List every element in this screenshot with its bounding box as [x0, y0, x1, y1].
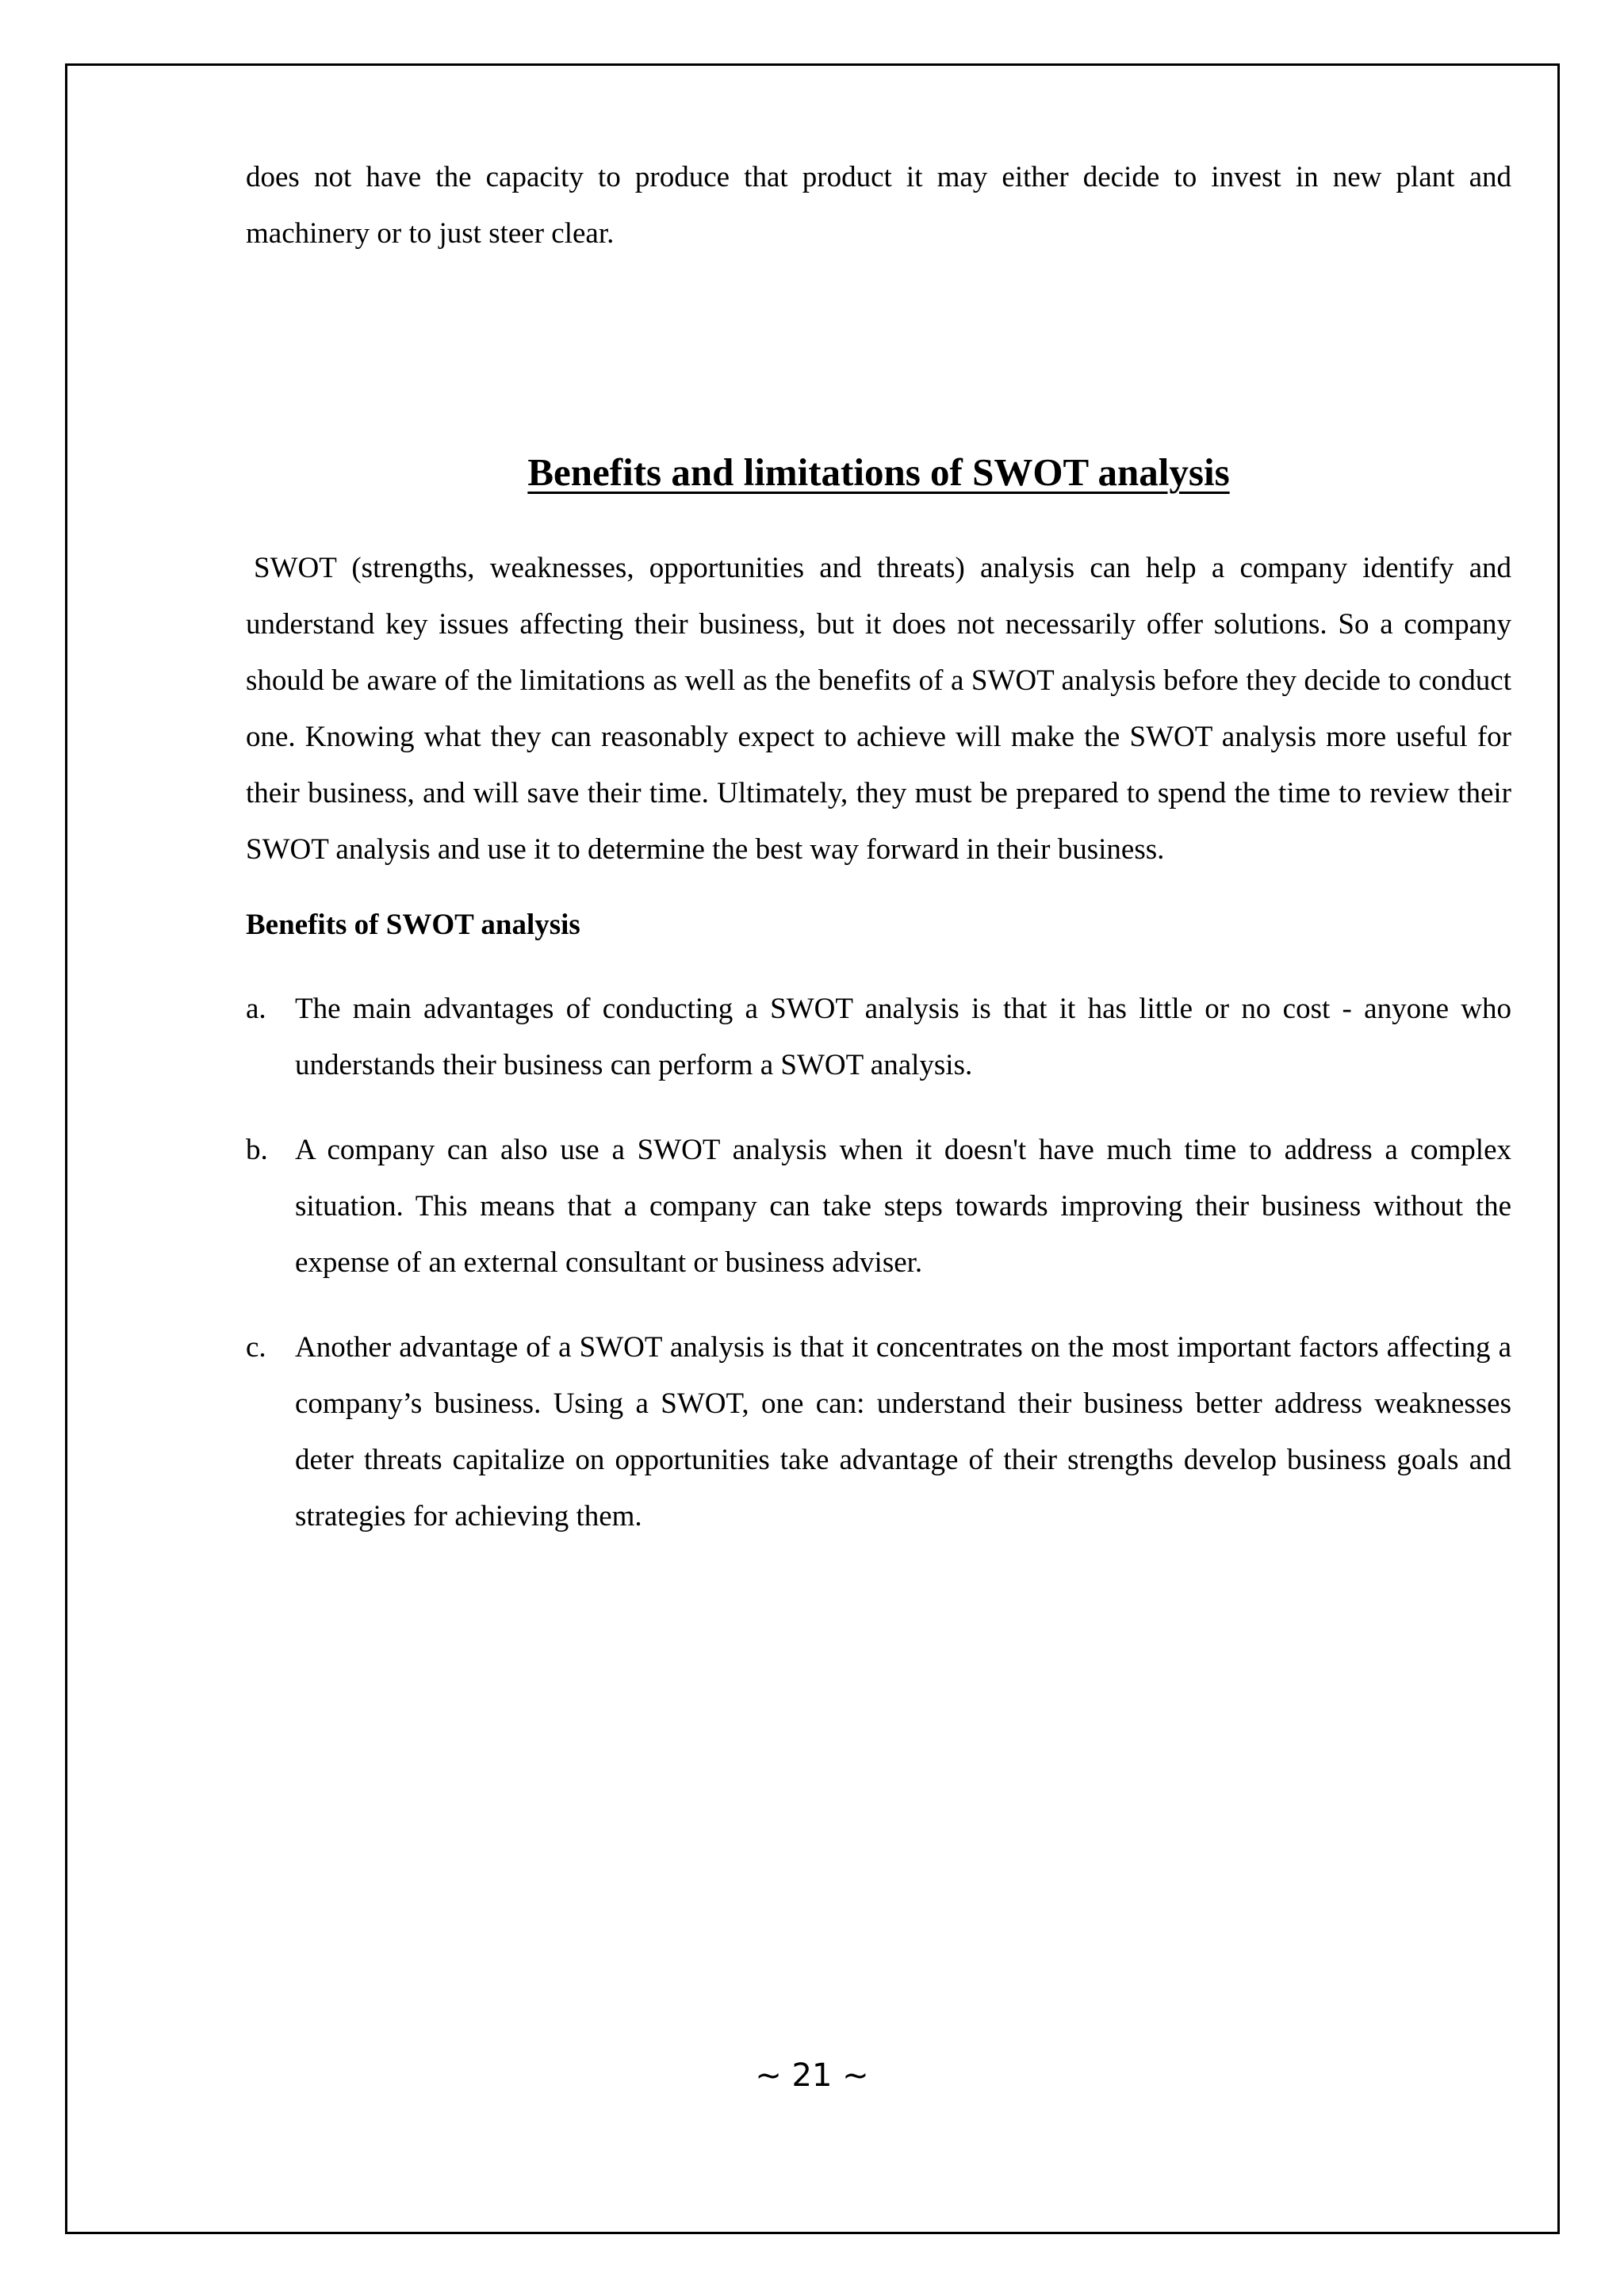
benefit-text: The main advantages of conducting a SWOT analysis is that it has little or no cost - anyone who understands their business can perform a SWOT analysis. [295, 993, 1511, 1081]
benefit-text: Another advantage of a SWOT analysis is that it concentrates on the most important factors affecting a company’s business. Using a SWOT, one can: understand their business better address weaknesses deter threats capitalize on opportunities take advantage of their strengths develop business goals and strategies for achieving them. [295, 1331, 1511, 1533]
benefit-item-b [246, 1122, 1511, 1291]
section-heading: Benefits and limitations of SWOT analysis [527, 450, 1230, 494]
page-content [246, 149, 1511, 1573]
benefit-item-a [246, 981, 1511, 1093]
benefit-text: A company can also use a SWOT analysis when it doesn't have much time to address a complex situation. This means that a company can take steps towards improving their business without the expense of an external consultant or business adviser. [295, 1134, 1511, 1279]
section-paragraph: SWOT (strengths, weaknesses, opportunities and threats) analysis can help a company identify and understand key issues affecting their business, but it does not necessarily offer solutions. So a company should be aware of the limitations as well as the benefits of a SWOT analysis before they decide to conduct one. Knowing what they can reasonably expect to achieve will make the SWOT analysis more useful for their business, and will save their time. Ultimately, they must be prepared to spend the time to review their SWOT analysis and use it to determine the best way forward in their business. [246, 552, 1511, 866]
benefits-list [246, 981, 1511, 1544]
intro-paragraph: does not have the capacity to produce that product it may either decide to invest in new plant and machinery or to just steer clear. [246, 161, 1511, 250]
list-marker: a. [246, 993, 266, 1025]
list-marker: b. [246, 1134, 268, 1166]
list-marker: c. [246, 1331, 266, 1364]
benefit-item-c [246, 1319, 1511, 1544]
benefits-subheading: Benefits of SWOT analysis [246, 909, 580, 941]
page-number: ~ 21 ~ [755, 2057, 869, 2094]
